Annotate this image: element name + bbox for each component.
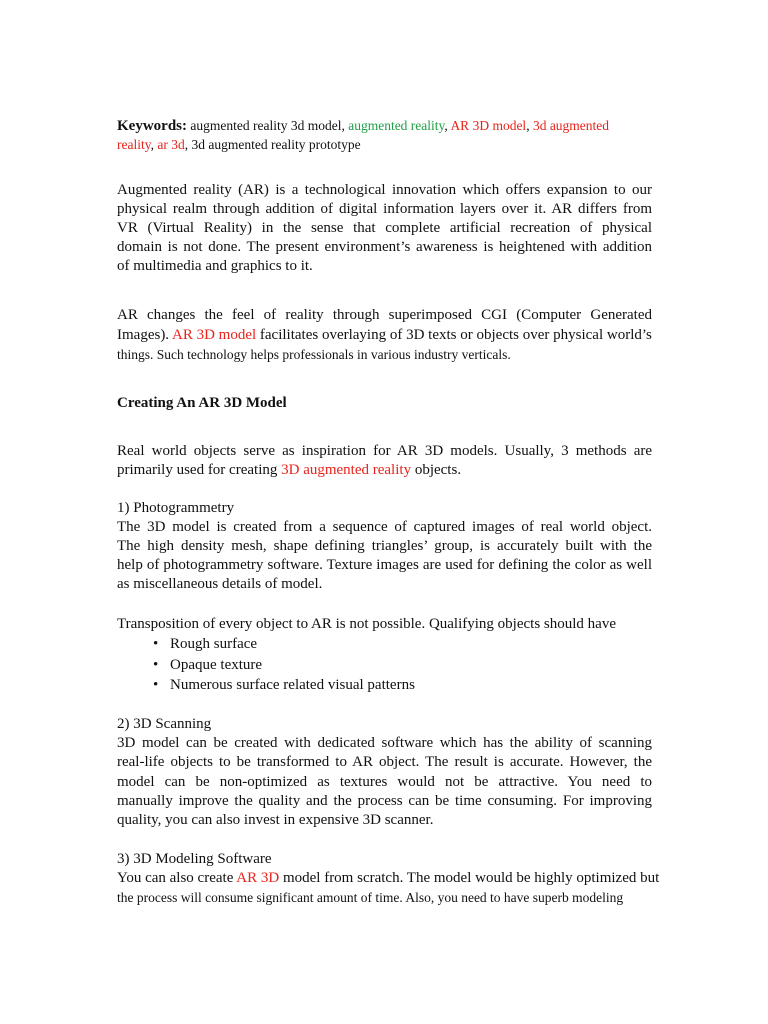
- bullet-icon: •: [153, 636, 159, 652]
- para1-line: of multimedia and graphics to it.: [117, 258, 313, 274]
- para2-text: facilitates overlaying of 3D texts or objects over physical world’s: [256, 327, 652, 343]
- para2-line: [117, 326, 652, 345]
- link-3d-augmented-reality[interactable]: 3D augmented reality: [281, 462, 412, 478]
- keywords-text: augmented reality 3d model,: [187, 118, 349, 133]
- modeling-text: the process will consume significant amount of time. Also, you need to have superb modeling: [117, 890, 624, 905]
- keywords-separator: ,: [150, 137, 158, 152]
- link-ar-3d[interactable]: AR 3D: [236, 870, 280, 886]
- photogrammetry-title: 1) Photogrammetry: [117, 500, 235, 516]
- para1-line: Augmented reality (AR) is a technological innovation which offers expansion to our: [117, 182, 652, 198]
- keywords-text-end: , 3d augmented reality prototype: [184, 137, 361, 152]
- para1-line: VR (Virtual Reality) in the sense that complete artificial recreation of physical: [117, 220, 652, 236]
- photogrammetry-line: The 3D model is created from a sequence of captured images of real world object.: [117, 519, 652, 535]
- modeling-text: You can also create: [117, 870, 237, 886]
- keyword-link-3d-augmented-reality-cont[interactable]: reality: [117, 137, 151, 152]
- qualify-intro: Transposition of every object to AR is not possible. Qualifying objects should have: [117, 616, 616, 632]
- scanning-title: 2) 3D Scanning: [117, 716, 212, 732]
- list-item: Rough surface: [170, 636, 258, 652]
- modeling-text: model from scratch. The model would be highly optimized but: [279, 870, 660, 886]
- modeling-line: [117, 869, 660, 888]
- keywords-label: Keywords:: [117, 118, 187, 134]
- para2-text: things. Such technology helps professionals in various industry verticals.: [117, 347, 511, 362]
- para3-line: Real world objects serve as inspiration for AR 3D models. Usually, 3 methods are: [117, 443, 652, 459]
- para2-line: [117, 345, 652, 365]
- scanning-line: manually improve the quality and the process can be time consuming. For improving: [117, 793, 652, 809]
- modeling-title: 3) 3D Modeling Software: [117, 851, 272, 867]
- list-item: Opaque texture: [170, 657, 263, 673]
- keyword-link-ar-3d-model[interactable]: AR 3D model: [450, 118, 527, 133]
- para3-text: primarily used for creating: [117, 462, 282, 478]
- list-item: Numerous surface related visual patterns: [170, 677, 415, 693]
- scanning-line: 3D model can be created with dedicated software which has the ability of scanning: [117, 735, 652, 751]
- keyword-link-augmented-reality[interactable]: augmented reality: [348, 118, 445, 133]
- keyword-link-3d-augmented-reality[interactable]: 3d augmented: [532, 118, 610, 133]
- keywords-line-1: [117, 116, 652, 136]
- keyword-link-ar-3d[interactable]: ar 3d: [157, 137, 185, 152]
- bullet-icon: •: [153, 677, 159, 693]
- para2-text: Images).: [117, 327, 172, 343]
- keywords-separator: ,: [526, 118, 533, 133]
- keywords-line-2: [117, 135, 652, 155]
- para1-line: physical realm through addition of digital information layers over it. AR differs from: [117, 201, 652, 217]
- para3-line: [117, 461, 652, 480]
- scanning-line: quality, you can also invest in expensive 3D scanner.: [117, 812, 434, 828]
- modeling-line: [117, 888, 652, 908]
- link-ar-3d-model[interactable]: AR 3D model: [171, 327, 257, 343]
- photogrammetry-line: The high density mesh, shape defining triangles’ group, is accurately built with the: [117, 538, 652, 554]
- para1-line: domain is not done. The present environment’s awareness is heightened with addition: [117, 239, 652, 255]
- scanning-line: model can be non-optimized as textures would not be attractive. You need to: [117, 774, 652, 790]
- photogrammetry-line: help of photogrammetry software. Texture images are used for defining the color as well: [117, 557, 652, 573]
- keywords-separator: ,: [444, 118, 451, 133]
- bullet-icon: •: [153, 657, 159, 673]
- photogrammetry-line: as miscellaneous details of model.: [117, 576, 323, 592]
- para3-text: objects.: [411, 462, 462, 478]
- section-heading: Creating An AR 3D Model: [117, 395, 287, 411]
- scanning-line: real-life objects to be transformed to AR object. The result is accurate. However, the: [117, 754, 652, 770]
- para2-line: AR changes the feel of reality through superimposed CGI (Computer Generated: [117, 307, 652, 323]
